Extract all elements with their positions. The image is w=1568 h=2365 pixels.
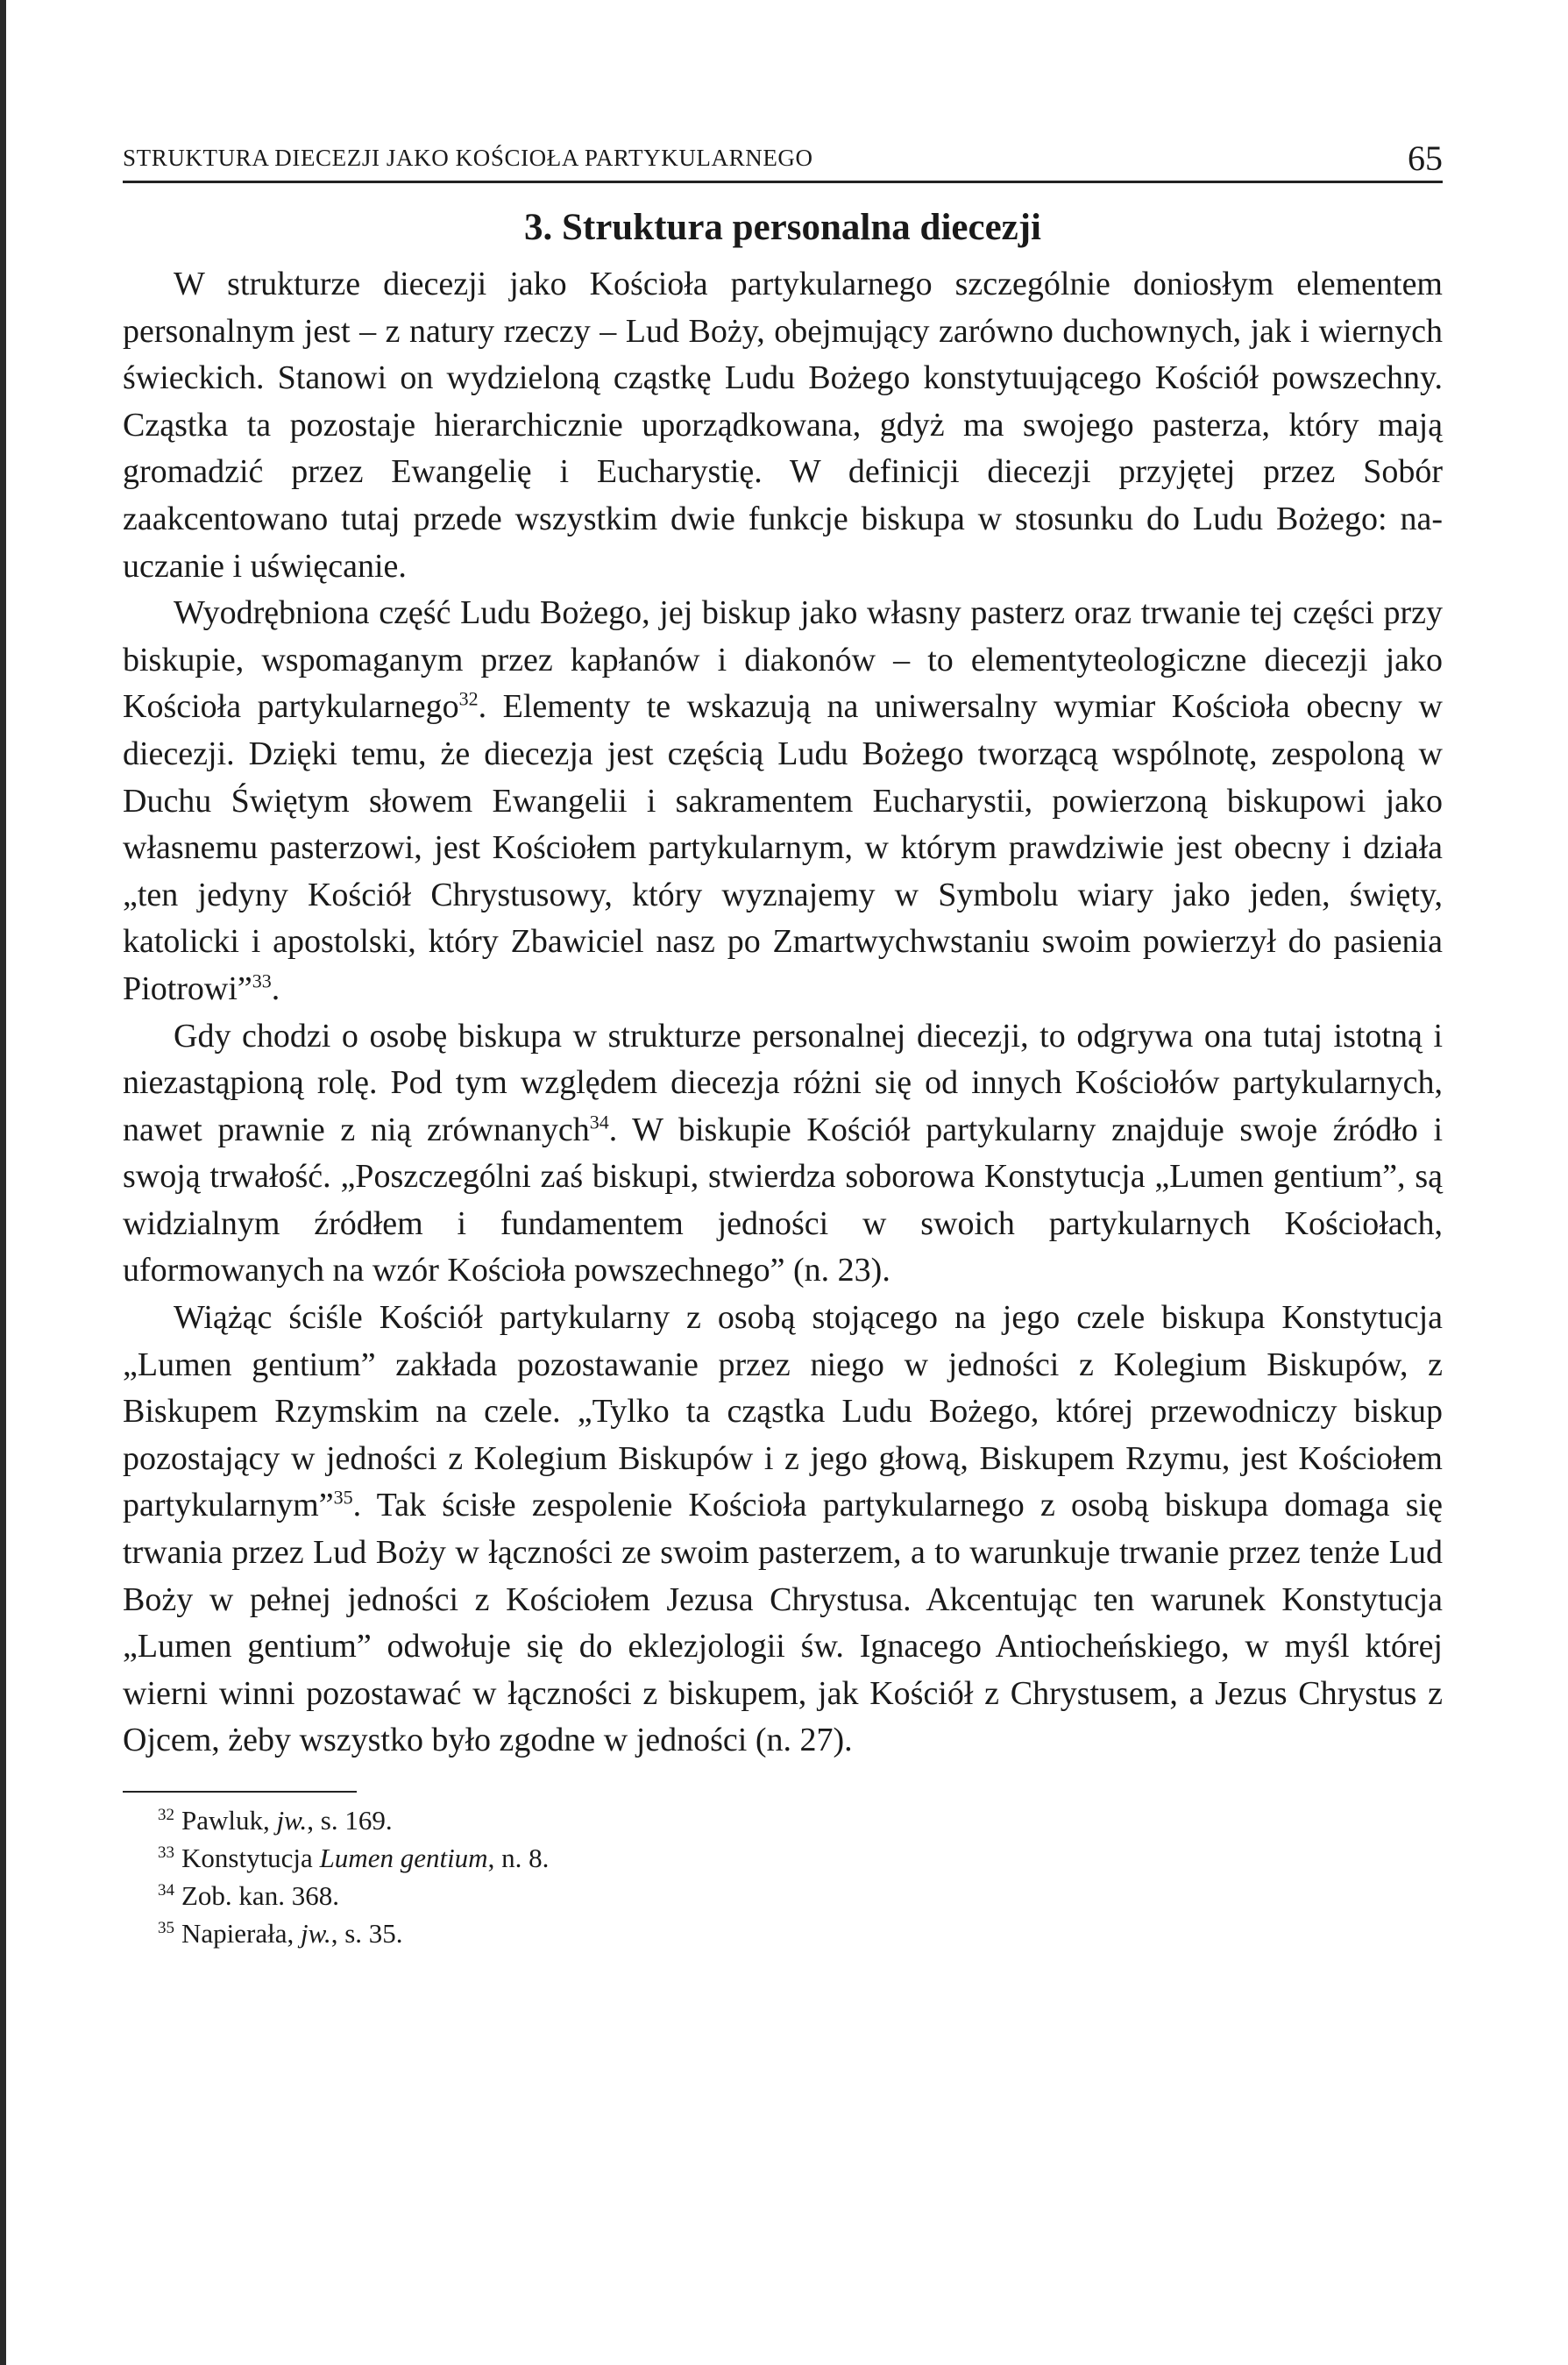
running-head: STRUKTURA DIECEZJI JAKO KOŚCIOŁA PARTYKULARNEGO <box>123 145 813 171</box>
footnote-ref-33: 33 <box>252 969 272 992</box>
section-title: 3. Struktura personalna diecezji <box>523 207 1042 248</box>
footnote-italic: Lumen gentium <box>319 1843 488 1873</box>
footnote-text-end: , s. 169. <box>307 1805 393 1836</box>
paragraph-1-text: W strukturze diecezji jako Kościoła partykularnego szczególnie doniosłym elementem personalnym jest – z natury rzeczy – Lud Boży, obejmujący zarówno duchownych, jak i wiernych świeckich. Stanowi on wydzieloną cząstkę Ludu Bożego konstytuującego Kościół powszechny. Cząstka ta pozostaje hierarchicznie uporządkowana, gdyż ma swojego pasterza, który mają gromadzić przez Ewangelię i Eucharystię. W definicji diecezji przyjętej przez Sobór zaakcentowano tutaj przede wszystkim dwie funkcje biskupa w stosunku do Ludu Bożego: nauczanie i uświęcanie. <box>123 266 1443 585</box>
footnote-34 <box>123 1877 1443 1914</box>
paragraph-2-text-c: . <box>271 969 280 1007</box>
footnote-text-end: , s. 35. <box>330 1918 403 1949</box>
footnote-ref-34: 34 <box>589 1111 609 1133</box>
footnote-text-end: , n. 8. <box>487 1843 550 1873</box>
body-text <box>123 261 1443 1765</box>
paragraph-3-text-b: . W biskupie Kościół partykularny znajduje swoje źródło i swoją trwałość. „Poszczególni zaś biskupi, stwierdza soborowa Konstytucja „Lumen gentium”, są widzialnym źródłem i fundamentem jedności w swoich partykularnych Kościołach, uformowanych na wzór Kościoła powszechnego” (n. 23). <box>123 1111 1444 1289</box>
page-header <box>123 114 1443 183</box>
footnote-text: Pawluk, <box>181 1805 277 1836</box>
footnote-ref-35: 35 <box>333 1486 353 1509</box>
paragraph-2-text-b: . Elementy te wskazują na uniwersalny wymiar Kościoła obecny w diecezji. Dzięki temu, że diecezja jest częścią Ludu Bożego tworzącą wspólnotę, zespoloną w Duchu Świętym słowem Ewangelii i sakramentem Eucharystii, powierzoną biskupowi jako własnemu pasterzowi, jest Kościołem partykularnym, w którym prawdziwie jest obecny i działa „ten jedyny Kościół Chrystusowy, który wyznajemy w Symbolu wiary jako jeden, święty, katolicki i apostolski, który Zbawiciel nasz po Zmartwychwstaniu swoim powierzył do pasienia Piotrowi” <box>123 688 1443 1007</box>
footnotes <box>123 1801 1443 1952</box>
footnote-33 <box>123 1839 1443 1877</box>
scan-edge-shadow <box>0 0 6 2365</box>
paragraph-2 <box>123 590 1443 1012</box>
footnote-text: Zob. kan. 368. <box>181 1880 339 1911</box>
footnote-italic: jw. <box>300 1918 331 1949</box>
page-number: 65 <box>1408 138 1443 178</box>
footnote-number: 32 <box>158 1805 174 1824</box>
paragraph-3 <box>123 1013 1443 1296</box>
paragraph-4-text-b: . Tak ścisłe zespolenie Kościoła partykularnego z osobą biskupa domaga się trwania przez Lud Boży w łączności ze swoim pasterzem, a to warunkuje trwanie przez tenże Lud Boży w pełnej jedności z Kościołem Jezusa Chrystusa. Akcentując ten warunek Konstytucja „Lumen gentium” odwołuje się do eklezjologii św. Ignacego Antiocheńskiego, w myśl której wierni winni pozostawać w łączności z biskupem, jak Kościół z Chrystusem, a Jezus Chrystus z Ojcem, żeby wszystko było zgodne w jedności (n. 27). <box>123 1487 1443 1759</box>
paragraph-4 <box>123 1295 1443 1765</box>
book-page <box>123 114 1443 1952</box>
footnote-text: Napierała, <box>181 1918 301 1949</box>
footnote-number: 34 <box>158 1880 174 1900</box>
footnote-separator <box>123 1791 357 1793</box>
footnote-number: 35 <box>158 1918 174 1937</box>
footnote-35 <box>123 1914 1443 1952</box>
footnote-32 <box>123 1801 1443 1839</box>
paragraph-3-text-a: Gdy chodzi o osobę biskupa w strukturze personalnej diecezji, to odgrywa ona tutaj istotną i niezastąpioną rolę. Pod tym względem diecezja różni się od innych Kościołów partykularnych, nawet prawnie z nią zrównanych <box>123 1017 1443 1148</box>
paragraph-4-text-a: Wiążąc ściśle Kościół partykularny z osobą stojącego na jego czele biskupa Konstytucja „Lumen gentium” zakłada pozostawanie przez niego w jedności z Kolegium Biskupów, z Biskupem Rzymskim na czele. „Tylko ta cząstka Ludu Bożego, której przewodniczy biskup pozostający w jedności z Kolegium Biskupów i z jego głową, Biskupem Rzymu, jest Kościołem partykularnym” <box>123 1299 1443 1524</box>
paragraph-2-text-a: Wyodrębniona część Ludu Bożego, jej biskup jako własny pasterz oraz trwanie tej części przy biskupie, wspomaganym przez kapłanów i diakonów – to elementyteologiczne diecezji jako Kościoła partykularnego <box>123 594 1443 726</box>
footnote-text: Konstytucja <box>181 1843 320 1873</box>
footnote-ref-32: 32 <box>458 687 479 710</box>
footnote-number: 33 <box>158 1843 174 1862</box>
footnote-italic: jw. <box>276 1805 308 1836</box>
paragraph-1 <box>123 261 1443 590</box>
